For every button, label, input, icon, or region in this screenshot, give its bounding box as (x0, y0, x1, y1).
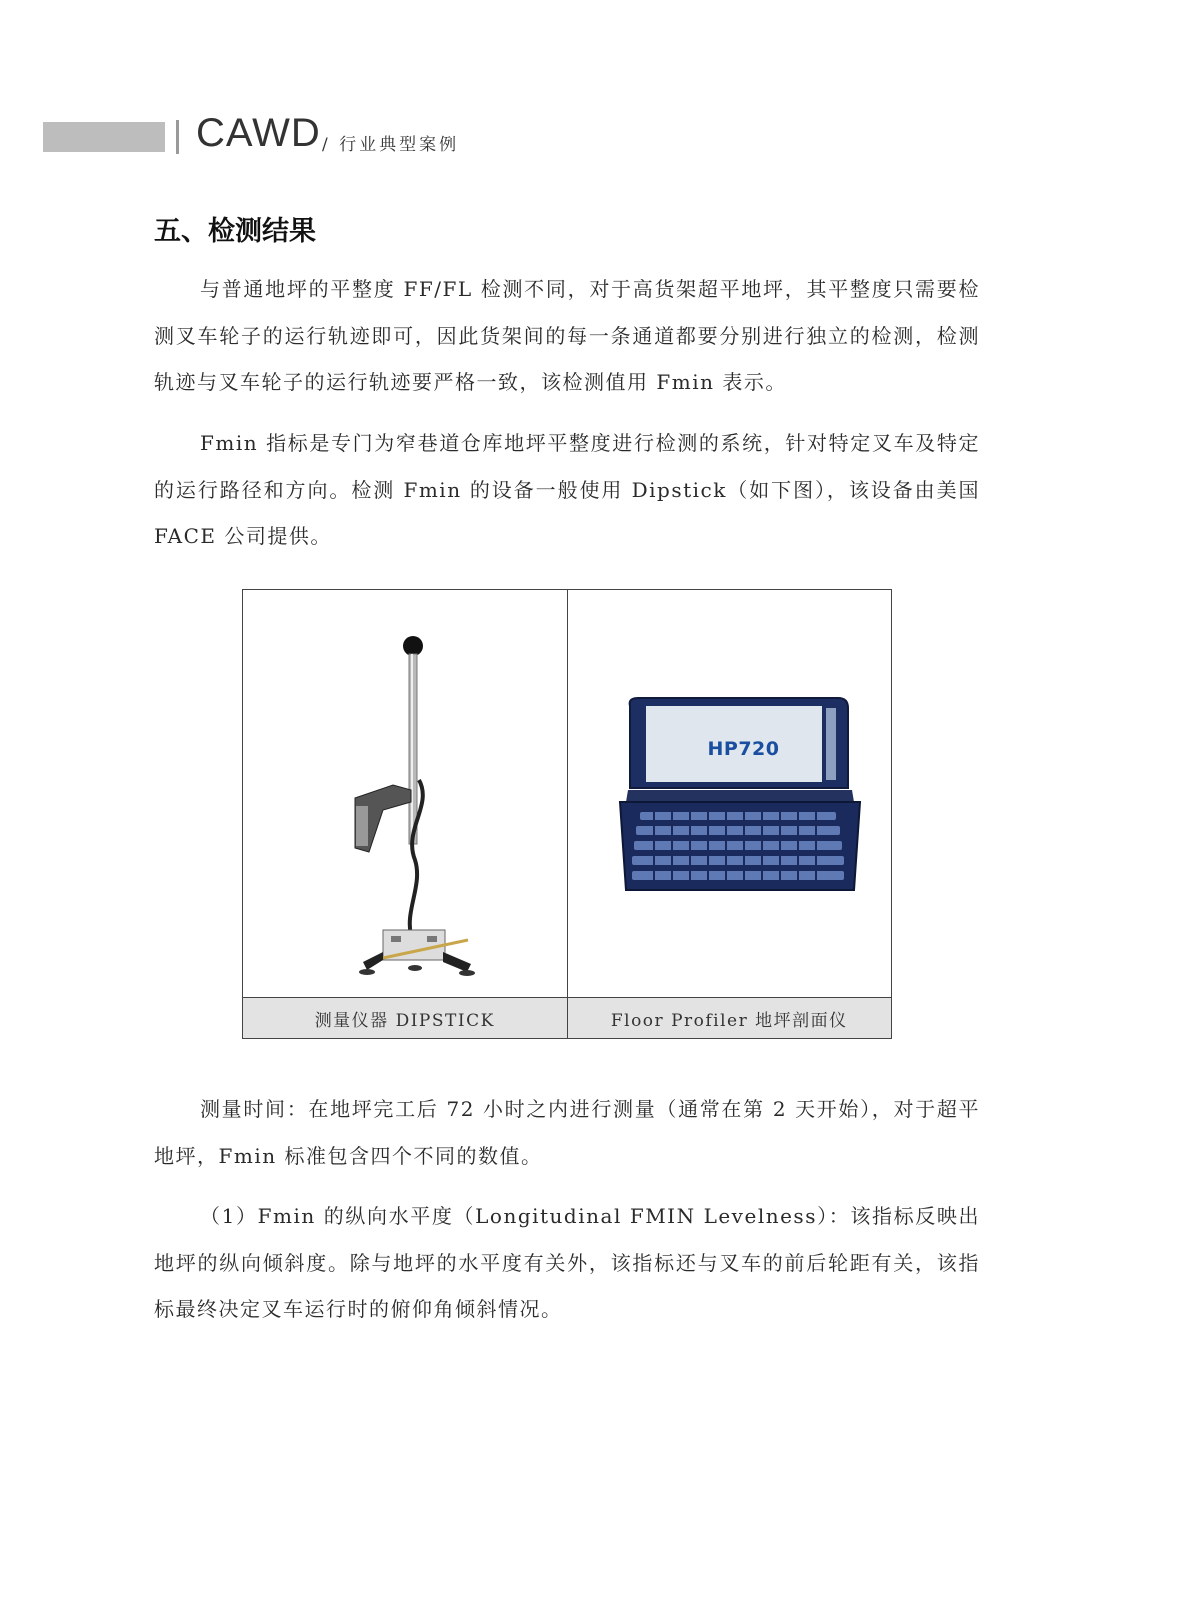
section-title: 五、检测结果 (154, 216, 316, 247)
paragraph-2: Fmin 指标是专门为窄巷道仓库地坪平整度进行检测的系统，针对特定叉车及特定的运行路径和方向。检测 Fmin 的设备一般使用 Dipstick（如下图），该设备由美国 FACE 公司提供。 (154, 431, 980, 548)
dipstick-illustration (243, 590, 566, 998)
floor-profiler-image (568, 590, 892, 997)
header-subtitle: / 行业典型案例 (322, 135, 460, 155)
dipstick-image (243, 590, 567, 997)
figure-table (242, 589, 892, 1039)
figure-caption-left: 测量仪器 DIPSTICK (243, 997, 567, 1038)
header-brand: CAWD (196, 111, 321, 155)
device-screen-label: HP720 (707, 738, 780, 760)
paragraph-1: 与普通地坪的平整度 FF/FL 检测不同，对于高货架超平地坪，其平整度只需要检测叉车轮子的运行轨迹即可，因此货架间的每一条通道都要分别进行独立的检测，检测轨迹与叉车轮子的运行轨迹要严格一致，该检测值用 Fmin 表示。 (154, 277, 980, 394)
paragraph-3: 测量时间：在地坪完工后 72 小时之内进行测量（通常在第 2 天开始），对于超平地坪，Fmin 标准包含四个不同的数值。 (154, 1097, 980, 1168)
header-gray-bar (43, 122, 165, 152)
handheld-pc-illustration (568, 590, 891, 998)
figure-cell-profiler (567, 590, 892, 1038)
header-separator (176, 120, 179, 154)
figure-cell-dipstick (243, 590, 567, 1038)
figure-caption-right: Floor Profiler 地坪剖面仪 (568, 997, 892, 1038)
paragraph-4: （1）Fmin 的纵向水平度（Longitudinal FMIN Levelness）：该指标反映出地坪的纵向倾斜度。除与地坪的水平度有关外，该指标还与叉车的前后轮距有关，该指标最终决定叉车运行时的俯仰角倾斜情况。 (154, 1204, 980, 1321)
